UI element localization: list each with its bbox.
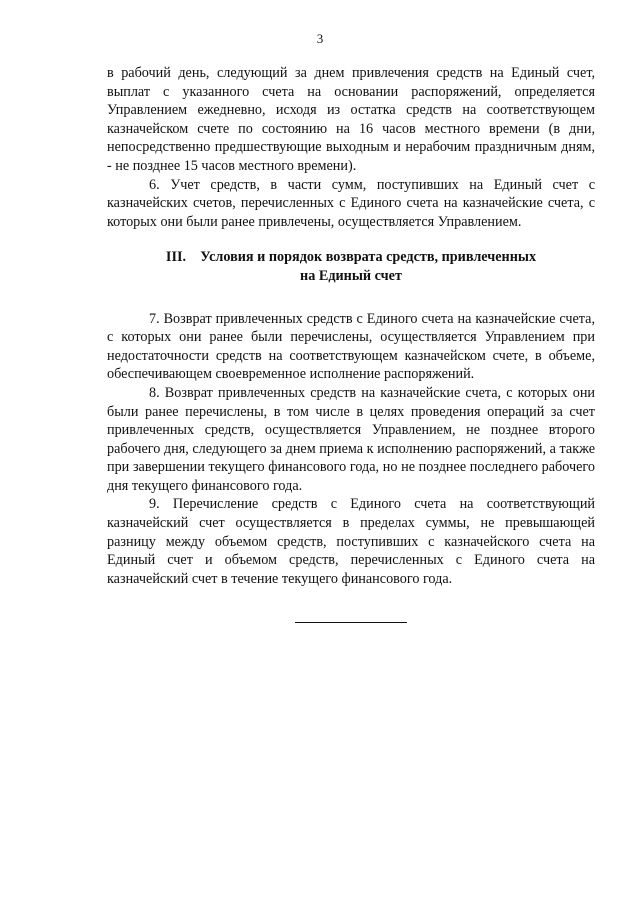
- section-heading-line-2: на Единый счет: [300, 267, 402, 284]
- page-number: 3: [316, 31, 324, 46]
- paragraph-continuation: в рабочий день, следующий за днем привлечения средств на Единый счет, выплат с указанного счета на основании распоряжений, определяется Управлением ежедневно, исходя из остатка средств на соответствующем казначейском счете по состоянию на 16 часов местного времени (в дни, непосредственно предшествующие выходным и нерабочим праздничным дням, - не позднее 15 часов местного времени).: [107, 65, 595, 174]
- closing-divider: [295, 622, 407, 623]
- document-body: [107, 64, 595, 623]
- paragraph-8: 8. Возврат привлеченных средств на казначейские счета, с которых они были ранее перечислены, в том числе в целях проведения операций за счет привлеченных средств, осуществляется Управлением, не позднее второго рабочего дня, следующего за днем приема к исполнению распоряжений, а также при завершении текущего финансового года, но не позднее последнего рабочего дня текущего финансового года.: [107, 384, 595, 494]
- paragraph-7: 7. Возврат привлеченных средств с Единого счета на казначейские счета, с которых они ранее были перечислены, осуществляется Управлением при недостаточности средств на соответствующем казначейском счете, в объеме, обеспечивающем своевременное исполнение распоряжений.: [107, 310, 595, 383]
- section-heading-line-1: III. Условия и порядок возврата средств, привлеченных: [165, 249, 537, 266]
- section-heading: [107, 248, 595, 285]
- paragraph-9: 9. Перечисление средств с Единого счета на соответствующий казначейский счет осуществляется в пределах суммы, не превышающей разницу между объемом средств, поступивших с казначейского счета на Единый счет и объемом средств, перечисленных с Единого счета на казначейский счет в течение текущего финансового года.: [107, 496, 595, 587]
- paragraph-6: 6. Учет средств, в части сумм, поступивших на Единый счет с казначейских счетов, перечисленных с Единого счета на казначейские счета, с которых они были ранее привлечены, осуществляется Управлением.: [107, 176, 595, 230]
